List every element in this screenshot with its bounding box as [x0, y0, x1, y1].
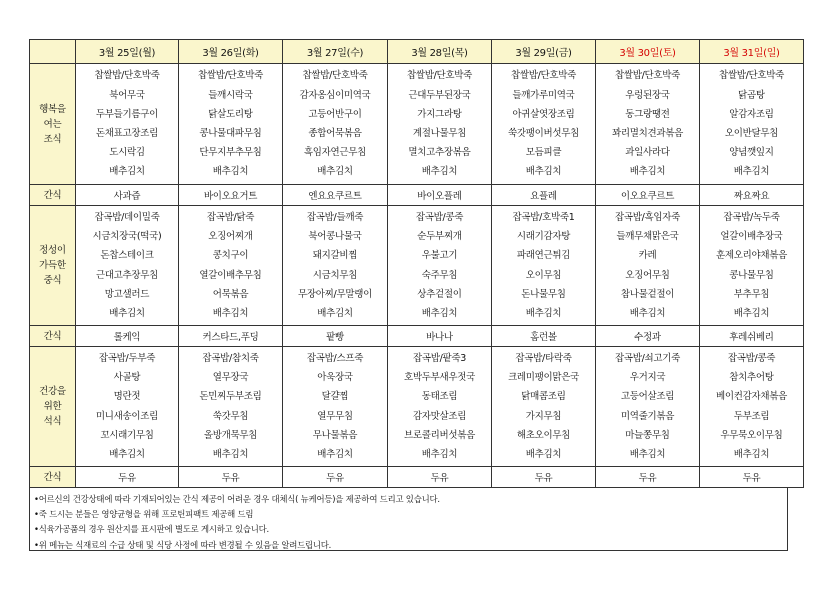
menu-item: 잡곡밥/콩죽 [415, 211, 464, 223]
menu-item: 상추겉절이 [417, 288, 462, 300]
menu-item: 브로콜리버섯볶음 [403, 429, 476, 441]
menu-item: 파래연근튀김 [516, 250, 571, 262]
meal-label-line: 정성이 [39, 245, 66, 256]
menu-item: 아귀살엿장조림 [512, 108, 575, 120]
header-corner [30, 40, 76, 64]
menu-item: 배추김치 [629, 166, 666, 178]
snack-cell: 두유 [596, 467, 700, 488]
menu-item: 배추김치 [317, 307, 353, 319]
meal-row [30, 347, 804, 467]
menu-item: 꼬시래기무침 [100, 429, 154, 441]
snack-cell: 사과즙 [76, 185, 179, 206]
snack-cell: 후레쉬베리 [700, 326, 804, 347]
menu-item: 배추김치 [212, 448, 249, 460]
menu-item: 열무무침 [317, 410, 353, 422]
menu-item: 북어무국 [109, 89, 145, 101]
meal-cell [76, 64, 179, 185]
menu-item: 감자맛살조림 [412, 410, 467, 422]
menu-item: 두부조림 [733, 410, 770, 422]
menu-item: 찹쌀밥/단호박죽 [406, 70, 473, 82]
meal-label [30, 64, 76, 185]
snack-cell: 수정과 [596, 326, 700, 347]
menu-item: 배추김치 [212, 307, 249, 319]
menu-item: 콩나물무침 [729, 269, 774, 281]
meal-label-line: 중식 [43, 275, 62, 286]
snack-row [30, 467, 804, 488]
menu-item: 닭곰탕 [738, 89, 765, 101]
meal-cell [179, 347, 283, 467]
menu-item: 잡곡밥/타락죽 [515, 352, 572, 364]
menu-item: 찹쌀밥/단호박죽 [510, 70, 577, 82]
note-line: •어르신의 건강상태에 따라 기재되어있는 간식 제공이 어려운 경우 대체식( 뉴케어등)을 제공하여 드리고 있습니다. [34, 494, 440, 504]
menu-item: 무장아찌/무말랭이 [298, 288, 372, 300]
menu-item: 배추김치 [525, 166, 562, 178]
menu-item: 콩나물대파무침 [199, 128, 262, 139]
menu-item: 열갈이배추무침 [199, 269, 262, 281]
menu-item: 가지무침 [525, 410, 562, 422]
menu-item: 잡곡밥/데이밀죽 [94, 211, 160, 223]
meal-label-line: 여는 [43, 118, 62, 130]
snack-cell: 두유 [76, 467, 179, 488]
day-header: 3월 27일(수) [283, 40, 388, 64]
meal-cell [596, 206, 700, 326]
menu-item: 참치추어탕 [729, 372, 774, 384]
snack-cell: 두유 [700, 467, 804, 488]
menu-item: 찹쌀밥/단호박죽 [302, 70, 368, 82]
menu-item: 콩치구이 [212, 250, 249, 262]
snack-cell: 두유 [283, 467, 388, 488]
menu-item: 배추김치 [421, 166, 458, 178]
meal-cell [492, 64, 596, 185]
menu-item: 고등어반구이 [308, 108, 362, 120]
snack-row [30, 185, 804, 206]
menu-item: 우렁된장국 [625, 89, 670, 101]
menu-item: 고등어살조림 [620, 391, 675, 403]
menu-item: 우거지국 [629, 372, 666, 384]
menu-item: 올방개묵무침 [203, 429, 258, 441]
menu-item: 오이반달무침 [724, 128, 779, 139]
menu-item: 찹쌀밥/단호박죽 [94, 70, 160, 82]
menu-item: 배추김치 [733, 307, 770, 319]
meal-label-line: 조식 [43, 133, 62, 145]
menu-item: 부추무침 [733, 288, 770, 300]
menu-item: 과일사라다 [625, 147, 670, 159]
menu-item: 도시락김 [109, 147, 145, 159]
snack-cell: 홈런볼 [492, 326, 596, 347]
menu-item: 돈찹스테이크 [100, 250, 154, 262]
menu-item: 배추김치 [629, 307, 666, 319]
meal-cell [76, 347, 179, 467]
menu-item: 모듬피클 [525, 147, 562, 159]
menu-item: 잡곡밥/콩죽 [727, 352, 776, 364]
menu-item: 잡곡밥/녹두죽 [723, 211, 780, 223]
meal-label [30, 347, 76, 467]
meal-cell [492, 347, 596, 467]
menu-item: 쑥갓무침 [212, 410, 249, 422]
menu-item: 동태조림 [421, 391, 458, 403]
meal-label [30, 206, 76, 326]
menu-item: 찹쌀밥/단호박죽 [718, 70, 785, 82]
snack-cell: 두유 [179, 467, 283, 488]
menu-item: 배추김치 [629, 448, 666, 460]
menu-item: 배추김치 [212, 166, 249, 178]
menu-item: 잡곡밥/쇠고기죽 [614, 352, 681, 364]
meal-cell [76, 206, 179, 326]
snack-cell: 바이오플레 [388, 185, 492, 206]
menu-item: 들깨가루미역국 [512, 89, 575, 101]
meal-cell [283, 206, 388, 326]
menu-item: 숙주무침 [421, 269, 458, 281]
menu-item: 잡곡밥/닭죽 [206, 211, 255, 223]
meal-label-line: 석식 [43, 416, 62, 427]
menu-item: 열무장국 [212, 372, 249, 384]
meal-cell [179, 64, 283, 185]
menu-item: 순두부찌개 [417, 231, 462, 243]
menu-item: 시래기감자탕 [516, 231, 571, 243]
snack-cell: 두유 [492, 467, 596, 488]
meal-cell [283, 347, 388, 467]
meal-cell [179, 206, 283, 326]
note-line: •식육가공품의 경우 원산지를 표시판에 별도로 게시하고 있습니다. [34, 524, 270, 535]
menu-item: 오징어찌개 [208, 231, 253, 243]
snack-cell: 바나나 [388, 326, 492, 347]
day-header: 3월 30일(토) [596, 40, 700, 64]
menu-item: 카레 [638, 250, 657, 262]
menu-item: 아욱장국 [317, 372, 353, 384]
menu-item: 잡곡밥/팥죽3 [412, 352, 467, 364]
menu-item: 배추김치 [421, 448, 458, 460]
menu-item: 달걀찜 [321, 391, 349, 403]
menu-item: 우무묵오이무침 [720, 429, 783, 441]
menu-item: 잡곡밥/두부죽 [98, 352, 156, 364]
menu-item: 배추김치 [317, 166, 353, 178]
menu-item: 돈채표고장조림 [95, 128, 159, 139]
menu-item: 잡곡밥/참치죽 [202, 352, 259, 364]
menu-item: 배추김치 [421, 307, 458, 319]
menu-item: 닭살도리탕 [208, 108, 253, 120]
menu-item: 명란젓 [113, 391, 141, 403]
snack-cell: 팥빵 [283, 326, 388, 347]
snack-cell: 롤케익 [76, 326, 179, 347]
meal-row [30, 64, 804, 185]
snack-label: 간식 [30, 185, 76, 206]
day-header: 3월 28일(목) [388, 40, 492, 64]
menu-item: 배추김치 [733, 448, 770, 460]
menu-item: 배추김치 [733, 166, 770, 178]
menu-item: 시금치장국(떡국) [92, 231, 162, 243]
meal-label-line: 위한 [43, 401, 62, 412]
menu-item: 돈민찌두부조림 [199, 391, 262, 403]
menu-item: 감자옹심이미역국 [299, 89, 371, 101]
menu-item: 잡곡밥/흑임자죽 [614, 211, 681, 223]
menu-item: 단무지부추무침 [199, 147, 262, 159]
meal-row [30, 206, 804, 326]
menu-item: 얼갈이배추장국 [720, 231, 783, 243]
menu-item: 두부들기름구이 [95, 108, 159, 120]
menu-item: 양념깻잎지 [729, 147, 774, 159]
snack-cell: 이오요쿠르트 [596, 185, 700, 206]
note-line: •위 메뉴는 식재료의 수급 상태 및 식당 사정에 따라 변경될 수 있음을 알려드립니다. [34, 539, 332, 550]
menu-item: 흑임자연근무침 [303, 147, 367, 159]
meal-cell [388, 347, 492, 467]
snack-label: 간식 [30, 326, 76, 347]
meal-cell [596, 64, 700, 185]
menu-item: 마늘쫑무침 [625, 429, 670, 441]
menu-item: 근대두부된장국 [408, 89, 471, 101]
menu-item: 가지그라탕 [417, 108, 462, 120]
menu-item: 배추김치 [317, 448, 353, 460]
menu-item: 훈제오리야채볶음 [715, 250, 788, 262]
weekly-menu-table [29, 39, 804, 488]
meal-cell [700, 206, 804, 326]
menu-item: 알감자조림 [729, 108, 774, 120]
menu-item: 무나물볶음 [312, 429, 358, 441]
menu-item: 잡곡밥/스프죽 [306, 352, 364, 364]
menu-item: 돼지갈비찜 [312, 250, 358, 262]
menu-item: 배추김치 [525, 307, 562, 319]
day-header: 3월 26일(화) [179, 40, 283, 64]
menu-item: 배추김치 [109, 448, 145, 460]
meal-cell [388, 64, 492, 185]
menu-item: 근대고추장무침 [95, 269, 159, 281]
menu-item: 멸치고추장볶음 [408, 147, 471, 159]
day-header-row [30, 40, 804, 64]
menu-item: 해초오이무침 [516, 429, 571, 441]
menu-item: 사골탕 [113, 372, 141, 384]
day-header: 3월 29일(금) [492, 40, 596, 64]
snack-cell: 엔요요쿠르트 [283, 185, 388, 206]
day-header: 3월 31일(일) [700, 40, 804, 64]
meal-cell [283, 64, 388, 185]
menu-item: 미니새송이조림 [95, 410, 159, 422]
menu-item: 시금치무침 [312, 269, 358, 281]
snack-cell: 커스타드,푸딩 [179, 326, 283, 347]
snack-cell: 짜요짜요 [700, 185, 804, 206]
meal-label-line: 가득한 [39, 260, 66, 271]
menu-item: 베이컨감자채볶음 [715, 391, 788, 403]
menu-item: 계절나물무침 [412, 128, 467, 139]
snack-cell: 요플레 [492, 185, 596, 206]
menu-item: 우불고기 [421, 250, 458, 262]
menu-item: 배추김치 [109, 166, 145, 178]
meal-label-line: 행복을 [39, 103, 66, 115]
menu-item: 어묵볶음 [212, 288, 249, 300]
meal-cell [700, 64, 804, 185]
menu-item: 북어콩나물국 [308, 231, 362, 243]
meal-label-line: 건강을 [39, 386, 66, 397]
menu-item: 참나물겉절이 [620, 288, 675, 300]
menu-item: 들깨무채맑은국 [616, 231, 679, 243]
menu-item: 크레미팽이맑은국 [507, 372, 580, 384]
day-header: 3월 25일(월) [76, 40, 179, 64]
snack-row [30, 326, 804, 347]
menu-item: 오징어무침 [625, 269, 670, 281]
menu-item: 들깨시락국 [208, 89, 253, 101]
menu-item: 망고샐러드 [104, 288, 150, 300]
menu-item: 오이무침 [525, 269, 562, 281]
snack-label: 간식 [30, 467, 76, 488]
menu-item: 미역줄기볶음 [620, 410, 675, 422]
menu-item: 찹쌀밥/단호박죽 [614, 70, 681, 82]
meal-cell [388, 206, 492, 326]
menu-item: 종합어묵볶음 [308, 128, 362, 139]
snack-cell: 두유 [388, 467, 492, 488]
menu-item: 배추김치 [525, 448, 562, 460]
menu-item: 동그랑땡전 [625, 108, 670, 120]
menu-item: 찹쌀밥/단호박죽 [197, 70, 264, 82]
menu-item: 닭매콤조림 [521, 391, 566, 403]
menu-item: 잡곡밥/들깨죽 [306, 211, 364, 223]
menu-item: 꽈리멸치견과볶음 [611, 128, 684, 139]
menu-item: 배추김치 [109, 307, 145, 319]
snack-cell: 바이오요거트 [179, 185, 283, 206]
meal-cell [492, 206, 596, 326]
note-line: •죽 드시는 분들은 영양균형을 위해 프로틴피팩트 제공해 드림 [34, 509, 254, 520]
notes-box [29, 487, 788, 551]
menu-item: 쑥갓팽이버섯무침 [507, 128, 580, 139]
meal-cell [700, 347, 804, 467]
menu-item: 돈나물무침 [521, 288, 566, 300]
meal-cell [596, 347, 700, 467]
menu-item: 잡곡밥/호박죽1 [512, 211, 575, 223]
menu-item: 호박두부새우젓국 [403, 372, 476, 384]
